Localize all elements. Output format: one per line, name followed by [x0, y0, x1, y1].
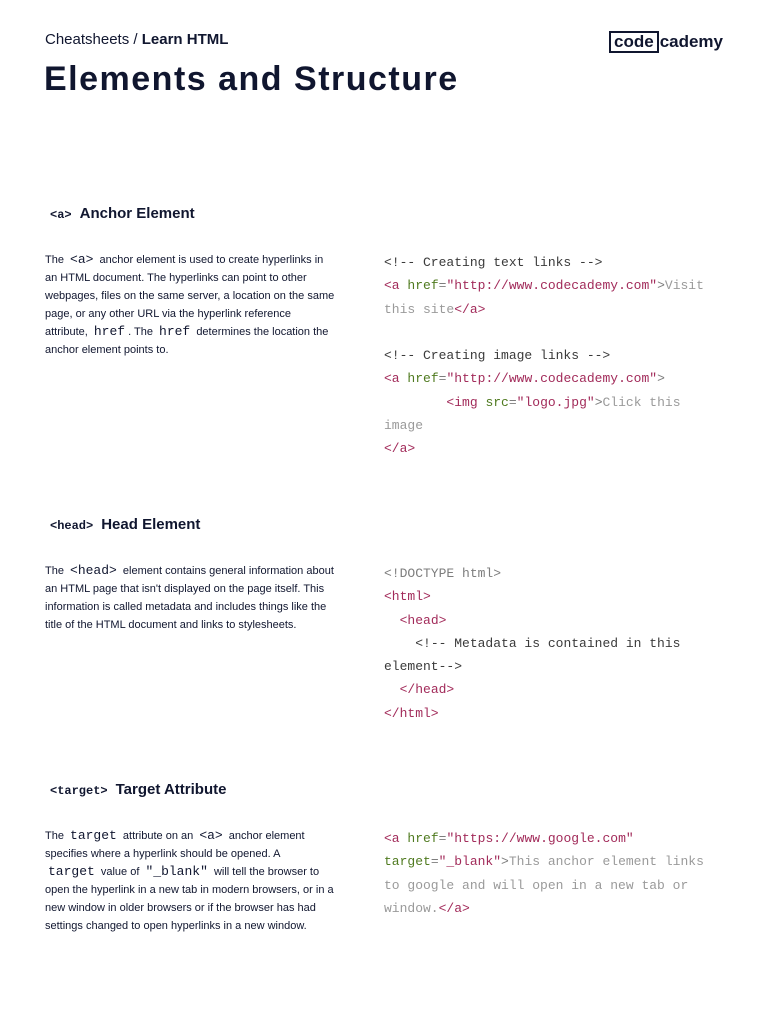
section-tag: <head> — [50, 519, 94, 533]
inline-code: target — [48, 864, 95, 879]
breadcrumb — [45, 31, 228, 48]
section-heading — [50, 516, 200, 533]
inline-code: <a> — [70, 252, 94, 267]
section-heading — [50, 781, 226, 798]
breadcrumb-parent-link[interactable]: Cheatsheets — [45, 31, 130, 48]
section-heading — [50, 205, 195, 222]
breadcrumb-current[interactable]: Learn HTML — [141, 31, 229, 48]
logo-box-text: code — [609, 31, 659, 53]
section-description: The <a> anchor element is used to create hyperlinks in an HTML document. The hyperlinks can point to other webpages, files on the same server, a location on the same page, or any other URL via the hyperlink reference attribute, href . The href determines the location the anchor element points to. — [45, 252, 335, 356]
section-description: The <head> element contains general information about an HTML page that isn't displayed on the page itself. This information is called metadata and includes things like the title of the HTML document and links to stylesheets. — [45, 563, 334, 631]
breadcrumb-separator: / — [129, 31, 142, 48]
code-example: <!-- Creating text links --> <a href="http://www.codecademy.com">Visit this site</a> <!-- Creating image links --> <a href="http://www.codecademy.com"> <img src="logo.jpg">Click this image </a> — [384, 255, 712, 457]
code-example: <a href="https://www.google.com" target="_blank">This anchor element links to google and will open in a new tab or window.</a> — [384, 831, 712, 916]
section-name: Anchor Element — [79, 205, 195, 222]
code-example: <!DOCTYPE html> <html> <head> <!-- Metadata is contained in this element--> </head> </html> — [384, 566, 689, 721]
section-description: The target attribute on an <a> anchor element specifies where a hyperlink should be opened. A target value of "_blank" will tell the browser to open the hyperlink in a new tab in modern browsers, or in a new window in older browsers or if the browser has had settings changed to open hyperlinks in a new window. — [45, 828, 334, 932]
inline-code: <head> — [70, 563, 117, 578]
page-title: Elements and Structure — [44, 60, 459, 98]
section-name: Head Element — [101, 516, 201, 533]
logo-rest-text: cademy — [659, 32, 724, 51]
section-name: Target Attribute — [115, 781, 227, 798]
inline-code: href — [159, 324, 191, 339]
inline-code: "_blank" — [145, 864, 208, 879]
inline-code: href — [93, 324, 126, 339]
codecademy-logo[interactable] — [609, 31, 723, 53]
inline-code: target — [70, 828, 117, 843]
section-tag: <a> — [50, 208, 72, 222]
inline-code: <a> — [199, 828, 223, 843]
section-tag: <target> — [50, 784, 108, 798]
